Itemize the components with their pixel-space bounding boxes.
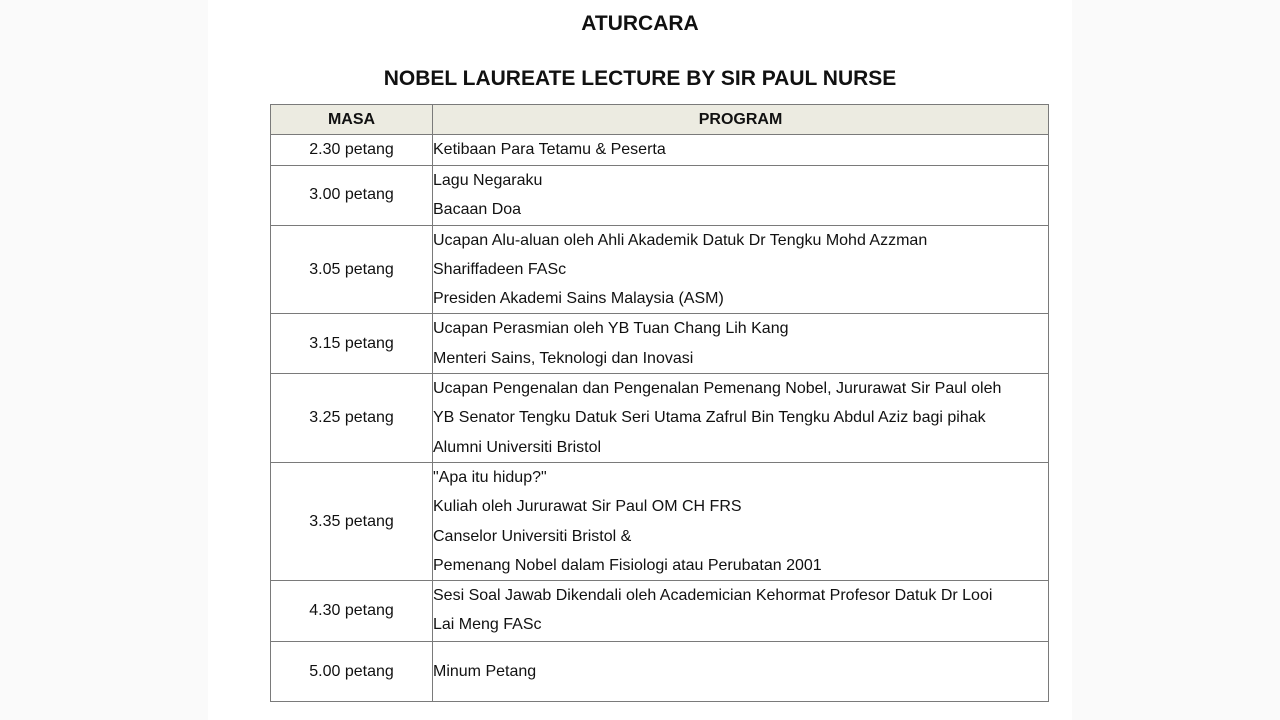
program-line: Shariffadeen FASc <box>433 260 567 278</box>
program-line: Ucapan Alu-aluan oleh Ahli Akademik Datuk Dr Tengku Mohd Azzman <box>433 231 928 249</box>
header-program: PROGRAM <box>433 105 1049 135</box>
table-row <box>271 166 1049 226</box>
program-line: Presiden Akademi Sains Malaysia (ASM) <box>433 290 724 308</box>
table-row <box>271 581 1049 642</box>
program-line: "Apa itu hidup?" <box>433 468 547 486</box>
program-cell <box>433 166 1049 226</box>
table-row <box>271 225 1049 314</box>
program-line: Bacaan Doa <box>433 201 522 219</box>
program-line: Menteri Sains, Teknologi dan Inovasi <box>433 349 694 367</box>
table-row <box>271 374 1049 463</box>
time-cell: 3.00 petang <box>271 166 433 226</box>
program-line: Ketibaan Para Tetamu & Peserta <box>433 141 666 159</box>
program-line: Ucapan Perasmian oleh YB Tuan Chang Lih Kang <box>433 320 789 338</box>
agenda-table <box>270 104 1049 702</box>
table-row <box>271 135 1049 166</box>
time-cell: 3.15 petang <box>271 314 433 374</box>
program-line: Canselor Universiti Bristol & <box>433 527 632 545</box>
table-header-row <box>271 105 1049 135</box>
time-cell: 3.35 petang <box>271 462 433 580</box>
program-cell <box>433 135 1049 166</box>
program-line: Lagu Negaraku <box>433 172 543 189</box>
program-line: Kuliah oleh Jururawat Sir Paul OM CH FRS <box>433 498 742 516</box>
time-cell: 5.00 petang <box>271 642 433 702</box>
time-cell: 3.25 petang <box>271 374 433 463</box>
table-row <box>271 642 1049 702</box>
time-cell: 2.30 petang <box>271 135 433 166</box>
program-cell <box>433 581 1049 642</box>
program-cell <box>433 374 1049 463</box>
time-cell: 4.30 petang <box>271 581 433 642</box>
program-line: Sesi Soal Jawab Dikendali oleh Academician Kehormat Profesor Datuk Dr Looi <box>433 587 993 605</box>
program-line: Pemenang Nobel dalam Fisiologi atau Perubatan 2001 <box>433 556 822 574</box>
program-line: Alumni Universiti Bristol <box>433 438 602 456</box>
program-cell <box>433 314 1049 374</box>
document-title: ATURCARA <box>581 12 699 35</box>
program-cell <box>433 642 1049 702</box>
program-line: Ucapan Pengenalan dan Pengenalan Pemenang Nobel, Jururawat Sir Paul oleh <box>433 380 1002 398</box>
time-cell: 3.05 petang <box>271 225 433 314</box>
program-line: YB Senator Tengku Datuk Seri Utama Zafrul Bin Tengku Abdul Aziz bagi pihak <box>433 409 986 427</box>
program-cell <box>433 462 1049 580</box>
document-subtitle: NOBEL LAUREATE LECTURE BY SIR PAUL NURSE <box>383 67 897 90</box>
program-cell <box>433 225 1049 314</box>
header-time: MASA <box>271 105 433 135</box>
program-line: Lai Meng FASc <box>433 616 542 634</box>
table-row <box>271 462 1049 580</box>
program-line: Minum Petang <box>433 663 537 680</box>
table-row <box>271 314 1049 374</box>
